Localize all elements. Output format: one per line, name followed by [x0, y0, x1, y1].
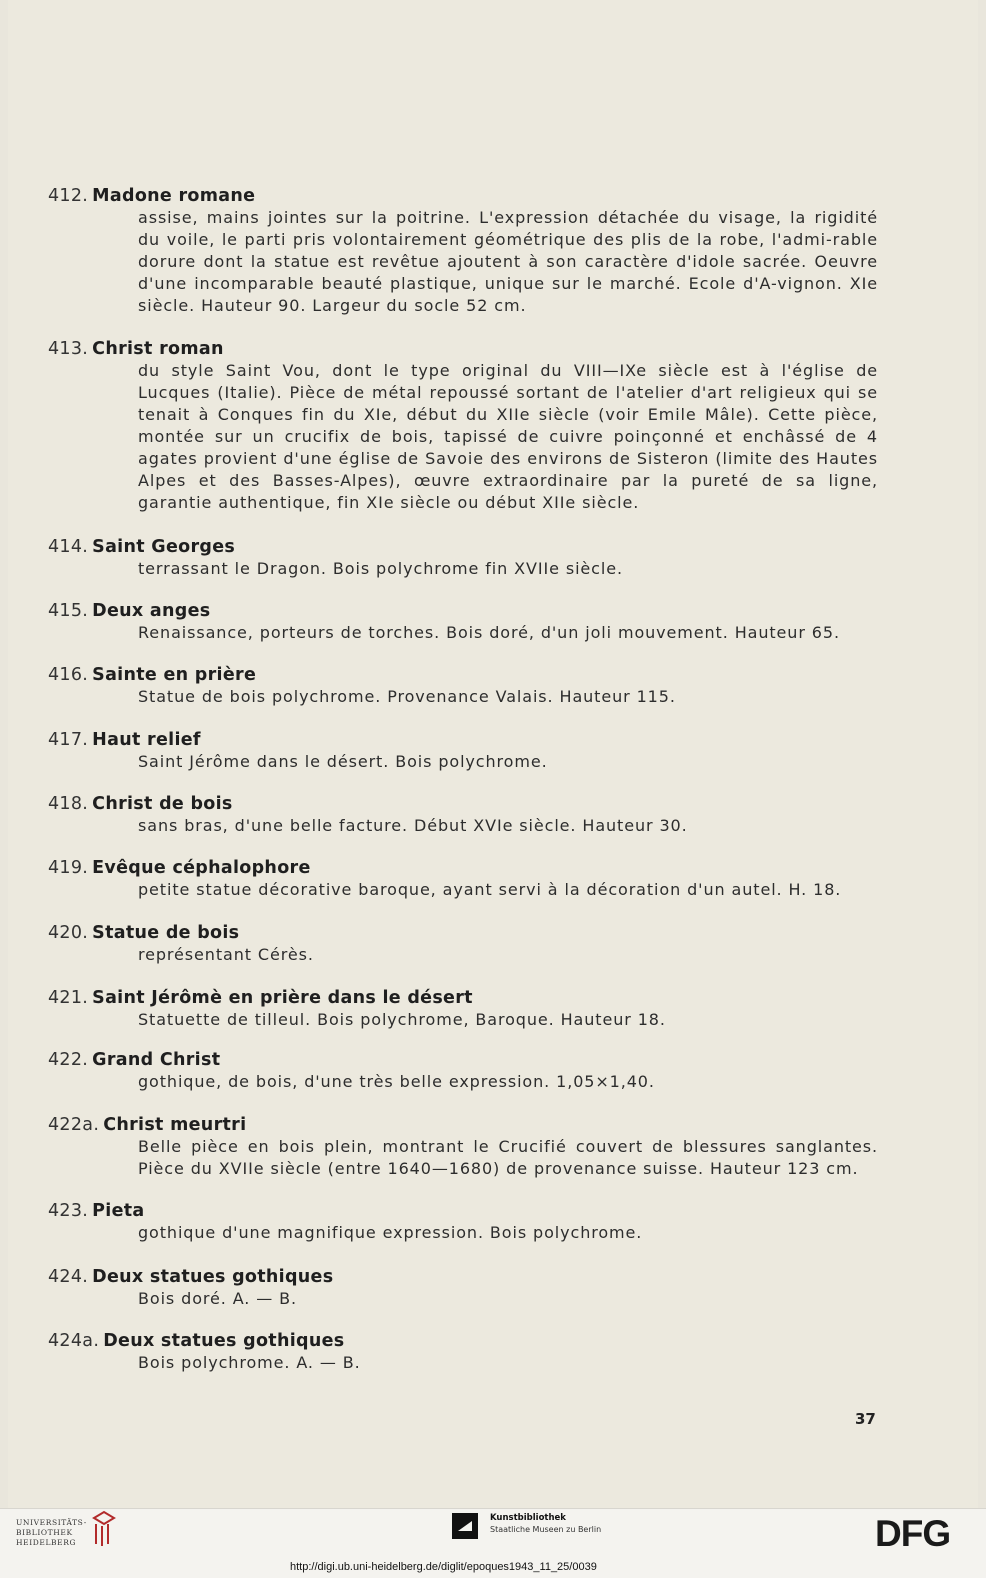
entry-title: Haut relief	[92, 730, 201, 750]
page-number: 37	[855, 1410, 876, 1428]
entry-number: 412.	[48, 186, 89, 206]
catalog-entry	[48, 988, 878, 1031]
entry-title: Christ roman	[92, 339, 224, 359]
catalog-entry	[48, 1331, 878, 1374]
entry-description: gothique d'une magnifique expression. Bois polychrome.	[138, 1223, 643, 1242]
entry-description: Statue de bois polychrome. Provenance Valais. Hauteur 115.	[138, 687, 676, 706]
entry-title: Saint Georges	[92, 537, 236, 557]
entry-number: 424a.	[48, 1331, 100, 1351]
ub-line-3: HEIDELBERG	[16, 1538, 77, 1547]
catalog-entry	[48, 1201, 878, 1244]
catalog-entry	[48, 1115, 878, 1180]
entry-title: Deux statues gothiques	[103, 1331, 345, 1351]
kunstbibliothek-logo-icon	[452, 1513, 478, 1539]
entry-number: 418.	[48, 794, 89, 814]
ub-line-1: UNIVERSITÄTS-	[16, 1518, 87, 1527]
entry-number: 422a.	[48, 1115, 100, 1135]
entry-number: 415.	[48, 601, 89, 621]
entry-description: Renaissance, porteurs de torches. Bois doré, d'un joli mouvement. Hauteur 65.	[138, 623, 840, 642]
entry-title: Sainte en prière	[92, 665, 257, 685]
entry-description: assise, mains jointes sur la poitrine. L'expression détachée du visage, la rigidité du voile, le parti pris volontairement géométrique des plis de la robe, l'admi-rable dorure dont la statue est revêtue ajoutent à son caractère d'idole sacrée. Oeuvre d'une incomparable beauté plastique, unique sur le marché. Ecole d'A-vignon. XIe siècle. Hauteur 90. Largeur du socle 52 cm.	[138, 208, 878, 315]
entry-number: 422.	[48, 1050, 89, 1070]
dfg-logo[interactable]: DFG	[875, 1513, 951, 1554]
entry-title: Pieta	[92, 1201, 145, 1221]
catalog-entry	[48, 665, 878, 708]
ub-line-2: BIBLIOTHEK	[16, 1528, 73, 1537]
entry-description: Statuette de tilleul. Bois polychrome, Baroque. Hauteur 18.	[138, 1010, 666, 1029]
catalog-entry	[48, 923, 878, 966]
entry-number: 420.	[48, 923, 89, 943]
entry-number: 413.	[48, 339, 89, 359]
entry-number: 419.	[48, 858, 89, 878]
catalog-entry	[48, 186, 878, 317]
entry-description: gothique, de bois, d'une très belle expression. 1,05×1,40.	[138, 1072, 655, 1091]
catalog-entry	[48, 537, 878, 580]
catalog-entry	[48, 794, 878, 837]
entry-description: sans bras, d'une belle facture. Début XVIe siècle. Hauteur 30.	[138, 816, 688, 835]
kunstbibliothek-label[interactable]	[490, 1512, 601, 1536]
entry-title: Statue de bois	[92, 923, 240, 943]
entry-title: Christ meurtri	[103, 1115, 247, 1135]
entry-description: représentant Cérès.	[138, 945, 314, 964]
entry-description: du style Saint Vou, dont le type original du VIII—IXe siècle est à l'église de Lucques (Italie). Pièce de métal repoussé sortant de l'atelier d'art religieux qui se tenait à Conques fin du XIe, début du XIIe siècle (voir Emile Mâle). Cette pièce, montée sur un crucifix de bois, tapissé de cuivre poinçonné et enchâssé de 4 agates provient d'une église de Savoie des environs de Sisteron (limite des Hautes Alpes et des Basses-Alpes), œuvre extraordinaire par la pureté de sa ligne, garantie authentique, fin XIe siècle ou début XIIe siècle.	[138, 361, 878, 512]
kb-subtitle: Staatliche Museen zu Berlin	[490, 1525, 602, 1534]
ub-logo-icon	[90, 1510, 118, 1550]
entry-title: Madone romane	[92, 186, 256, 206]
entry-description: Bois polychrome. A. — B.	[138, 1353, 361, 1372]
ub-heidelberg-label[interactable]	[16, 1518, 87, 1548]
catalog-entry	[48, 339, 878, 514]
entry-title: Christ de bois	[92, 794, 233, 814]
catalog-entry	[48, 730, 878, 773]
entry-description: terrassant le Dragon. Bois polychrome fin XVIIe siècle.	[138, 559, 623, 578]
entry-title: Deux anges	[92, 601, 211, 621]
entry-number: 424.	[48, 1267, 89, 1287]
entry-number: 423.	[48, 1201, 89, 1221]
entry-number: 416.	[48, 665, 89, 685]
catalog-entry	[48, 1050, 878, 1093]
entry-title: Deux statues gothiques	[92, 1267, 334, 1287]
entry-title: Evêque céphalophore	[92, 858, 311, 878]
entry-description: Belle pièce en bois plein, montrant le Crucifié couvert de blessures sanglantes. Pièce du XVIIe siècle (entre 1640—1680) de provenance suisse. Hauteur 123 cm.	[138, 1137, 878, 1178]
catalog-entry	[48, 601, 878, 644]
entry-title: Saint Jérômè en prière dans le désert	[92, 988, 473, 1008]
catalog-entry	[48, 1267, 878, 1310]
entry-description: Saint Jérôme dans le désert. Bois polychrome.	[138, 752, 548, 771]
entry-description: petite statue décorative baroque, ayant servi à la décoration d'un autel. H. 18.	[138, 880, 842, 899]
entry-number: 414.	[48, 537, 89, 557]
kb-title: Kunstbibliothek	[490, 1513, 566, 1523]
source-url-link[interactable]: http://digi.ub.uni-heidelberg.de/diglit/epoques1943_11_25/0039	[290, 1561, 597, 1573]
entry-number: 417.	[48, 730, 89, 750]
entry-number: 421.	[48, 988, 89, 1008]
entry-description: Bois doré. A. — B.	[138, 1289, 298, 1308]
entry-title: Grand Christ	[92, 1050, 221, 1070]
catalog-entry	[48, 858, 878, 901]
